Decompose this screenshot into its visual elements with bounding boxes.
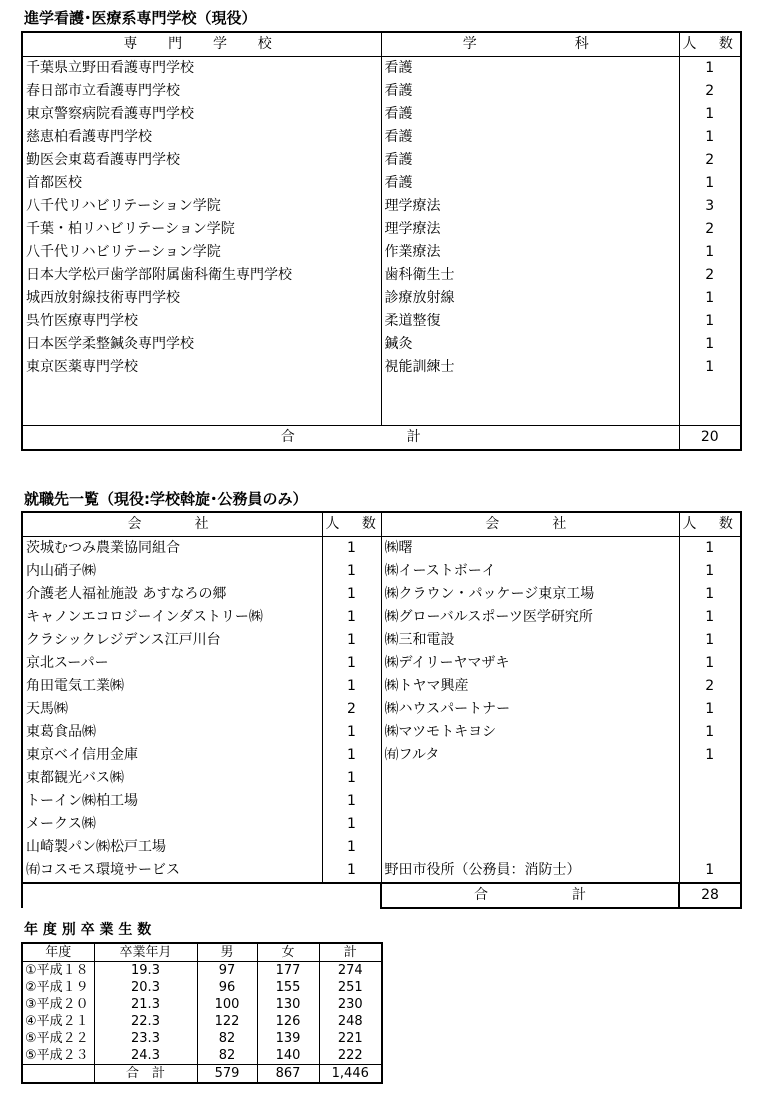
table-row: [22, 402, 741, 426]
department: [381, 402, 679, 426]
department: 看護: [381, 172, 679, 195]
male-count: 100: [197, 996, 257, 1013]
department: 鍼灸: [381, 333, 679, 356]
table-row: [22, 356, 741, 379]
total-male: 579: [197, 1065, 257, 1084]
table-row: [22, 962, 382, 980]
table-row: [22, 606, 741, 629]
total-label: 合 計: [381, 883, 679, 908]
table-row: [22, 1047, 382, 1065]
male-count: 96: [197, 979, 257, 996]
total-count: 20: [679, 426, 741, 451]
table-row: [22, 149, 741, 172]
total-count: 222: [319, 1047, 382, 1065]
header-company-left: 会 社: [22, 512, 322, 537]
company-name: 介護老人福祉施設 あすなろの郷: [22, 583, 322, 606]
table-header-row: [22, 32, 741, 57]
company-name: ㈱マツモトキヨシ: [381, 721, 679, 744]
header-count-right: 人 数: [679, 512, 741, 537]
total-label: 合 計: [22, 426, 679, 451]
total-count: 251: [319, 979, 382, 996]
school-name: 勤医会東葛看護専門学校: [22, 149, 381, 172]
school-name: 春日部市立看護専門学校: [22, 80, 381, 103]
student-count: 1: [679, 333, 741, 356]
table-row: [22, 1030, 382, 1047]
company-count: 1: [679, 652, 741, 675]
department: 看護: [381, 80, 679, 103]
company-name: ㈱デイリーヤマザキ: [381, 652, 679, 675]
student-count: 1: [679, 287, 741, 310]
female-count: 139: [257, 1030, 319, 1047]
table-row: [22, 744, 741, 767]
department: 看護: [381, 126, 679, 149]
table-row: [22, 379, 741, 402]
school-name: 八千代リハビリテーション学院: [22, 241, 381, 264]
student-count: 1: [679, 310, 741, 333]
school-name: 東京警察病院看護専門学校: [22, 103, 381, 126]
company-name: [381, 813, 679, 836]
table-row: [22, 652, 741, 675]
total-count: 248: [319, 1013, 382, 1030]
company-count: 1: [679, 698, 741, 721]
header-school: 専 門 学 校: [22, 32, 381, 57]
company-name: ㈱ハウスパートナー: [381, 698, 679, 721]
female-count: 126: [257, 1013, 319, 1030]
company-name: 山崎製パン㈱松戸工場: [22, 836, 322, 859]
graduation-month: 24.3: [94, 1047, 197, 1065]
company-count: [679, 790, 741, 813]
graduation-month: 22.3: [94, 1013, 197, 1030]
student-count: 2: [679, 149, 741, 172]
company-count: [679, 836, 741, 859]
total-row: [22, 883, 741, 908]
total-all: 1,446: [319, 1065, 382, 1084]
total-female: 867: [257, 1065, 319, 1084]
header-year: 年度: [22, 943, 94, 962]
female-count: 130: [257, 996, 319, 1013]
table-row: [22, 287, 741, 310]
school-name: 千葉・柏リハビリテーション学院: [22, 218, 381, 241]
blank-cell: [22, 883, 381, 908]
company-count: 1: [679, 560, 741, 583]
year: ①平成１８: [22, 962, 94, 980]
company-count: 1: [322, 606, 381, 629]
blank-cell: [22, 1065, 94, 1084]
school-name: [22, 402, 381, 426]
graduation-month: 23.3: [94, 1030, 197, 1047]
male-count: 97: [197, 962, 257, 980]
header-count: 人 数: [679, 32, 741, 57]
graduation-month: 21.3: [94, 996, 197, 1013]
school-name: 日本大学松戸歯学部附属歯科衛生専門学校: [22, 264, 381, 287]
company-name: 東京ベイ信用金庫: [22, 744, 322, 767]
student-count: 2: [679, 218, 741, 241]
company-name: 天馬㈱: [22, 698, 322, 721]
table-row: [22, 996, 382, 1013]
school-name: 呉竹医療専門学校: [22, 310, 381, 333]
employment-table: [21, 511, 742, 909]
year: ③平成２０: [22, 996, 94, 1013]
department: 理学療法: [381, 218, 679, 241]
student-count: 1: [679, 126, 741, 149]
company-name: トーイン㈱柏工場: [22, 790, 322, 813]
header-dept: 学 科: [381, 32, 679, 57]
male-count: 82: [197, 1047, 257, 1065]
year: ②平成１９: [22, 979, 94, 996]
company-count: [679, 767, 741, 790]
table-row: [22, 195, 741, 218]
company-name: ㈲コスモス環境サービス: [22, 859, 322, 883]
company-count: 1: [322, 813, 381, 836]
company-count: 1: [322, 721, 381, 744]
company-name: クラシックレジデンス江戸川台: [22, 629, 322, 652]
department: 看護: [381, 149, 679, 172]
student-count: 1: [679, 356, 741, 379]
school-name: 首都医校: [22, 172, 381, 195]
table-row: [22, 57, 741, 81]
table-row: [22, 859, 741, 883]
table-row: [22, 560, 741, 583]
table-row: [22, 218, 741, 241]
total-count: 221: [319, 1030, 382, 1047]
company-name: ㈱三和電設: [381, 629, 679, 652]
company-name: 東都観光バス㈱: [22, 767, 322, 790]
company-count: 2: [322, 698, 381, 721]
student-count: 1: [679, 172, 741, 195]
total-label: 合 計: [94, 1065, 197, 1084]
company-name: 角田電気工業㈱: [22, 675, 322, 698]
company-count: 1: [322, 652, 381, 675]
table-row: [22, 675, 741, 698]
male-count: 122: [197, 1013, 257, 1030]
company-name: ㈱イーストボーイ: [381, 560, 679, 583]
company-name: キャノンエコロジーインダストリー㈱: [22, 606, 322, 629]
header-total: 計: [319, 943, 382, 962]
school-name: 東京医薬専門学校: [22, 356, 381, 379]
female-count: 155: [257, 979, 319, 996]
table-row: [22, 629, 741, 652]
table-row: [22, 103, 741, 126]
school-name: [22, 379, 381, 402]
department: [381, 379, 679, 402]
company-count: 2: [679, 675, 741, 698]
male-count: 82: [197, 1030, 257, 1047]
table-row: [22, 721, 741, 744]
table-header-row: [22, 943, 382, 962]
company-name: ㈱トヤマ興産: [381, 675, 679, 698]
company-count: 1: [679, 721, 741, 744]
graduation-month: 20.3: [94, 979, 197, 996]
total-row: [22, 1065, 382, 1084]
total-row: [22, 426, 741, 451]
section1-title: 進学看護･医療系専門学校（現役）: [24, 9, 257, 27]
company-name: [381, 767, 679, 790]
company-name: ㈱グローバルスポーツ医学研究所: [381, 606, 679, 629]
student-count: 1: [679, 241, 741, 264]
company-name: ㈱曙: [381, 537, 679, 561]
total-count: 230: [319, 996, 382, 1013]
department: 診療放射線: [381, 287, 679, 310]
vocational-school-table: [21, 31, 742, 451]
company-name: ㈲フルタ: [381, 744, 679, 767]
table-row: [22, 537, 741, 561]
table-row: [22, 241, 741, 264]
table-row: [22, 126, 741, 149]
company-count: 1: [679, 583, 741, 606]
table-row: [22, 583, 741, 606]
header-company-right: 会 社: [381, 512, 679, 537]
section2-title: 就職先一覧（現役:学校斡旋･公務員のみ）: [24, 490, 308, 508]
company-name: 茨城むつみ農業協同組合: [22, 537, 322, 561]
company-name: ㈱クラウン・パッケージ東京工場: [381, 583, 679, 606]
department: 理学療法: [381, 195, 679, 218]
year: ⑤平成２２: [22, 1030, 94, 1047]
graduation-month: 19.3: [94, 962, 197, 980]
section3-title: 年 度 別 卒 業 生 数: [24, 922, 152, 938]
table-row: [22, 836, 741, 859]
female-count: 177: [257, 962, 319, 980]
company-count: 1: [679, 606, 741, 629]
header-female: 女: [257, 943, 319, 962]
company-count: 1: [322, 767, 381, 790]
company-count: 1: [679, 859, 741, 883]
table-row: [22, 979, 382, 996]
company-count: 1: [679, 537, 741, 561]
company-count: 1: [322, 629, 381, 652]
student-count: [679, 402, 741, 426]
company-name: [381, 790, 679, 813]
student-count: 1: [679, 57, 741, 81]
school-name: 城西放射線技術専門学校: [22, 287, 381, 310]
header-graduated: 卒業年月: [94, 943, 197, 962]
student-count: 2: [679, 264, 741, 287]
table-row: [22, 767, 741, 790]
department: 歯科衛生士: [381, 264, 679, 287]
table-row: [22, 310, 741, 333]
table-row: [22, 790, 741, 813]
female-count: 140: [257, 1047, 319, 1065]
total-count: 28: [679, 883, 741, 908]
graduates-by-year-table: [21, 942, 383, 1084]
company-name: [381, 836, 679, 859]
department: 看護: [381, 103, 679, 126]
department: 視能訓練士: [381, 356, 679, 379]
header-count-left: 人 数: [322, 512, 381, 537]
table-row: [22, 1013, 382, 1030]
year: ⑤平成２３: [22, 1047, 94, 1065]
company-name: 野田市役所（公務員：消防士）: [381, 859, 679, 883]
year: ④平成２１: [22, 1013, 94, 1030]
company-name: 内山硝子㈱: [22, 560, 322, 583]
table-row: [22, 80, 741, 103]
student-count: 1: [679, 103, 741, 126]
company-name: 京北スーパー: [22, 652, 322, 675]
company-count: [679, 813, 741, 836]
student-count: [679, 379, 741, 402]
table-row: [22, 264, 741, 287]
table-header-row: [22, 512, 741, 537]
school-name: 日本医学柔整鍼灸専門学校: [22, 333, 381, 356]
company-count: 1: [679, 744, 741, 767]
student-count: 3: [679, 195, 741, 218]
total-count: 274: [319, 962, 382, 980]
company-count: 1: [322, 560, 381, 583]
company-count: 1: [679, 629, 741, 652]
table-row: [22, 698, 741, 721]
table-row: [22, 172, 741, 195]
department: 作業療法: [381, 241, 679, 264]
company-count: 1: [322, 836, 381, 859]
company-count: 1: [322, 859, 381, 883]
table-row: [22, 333, 741, 356]
department: 看護: [381, 57, 679, 81]
department: 柔道整復: [381, 310, 679, 333]
company-count: 1: [322, 537, 381, 561]
school-name: 八千代リハビリテーション学院: [22, 195, 381, 218]
company-count: 1: [322, 583, 381, 606]
company-count: 1: [322, 675, 381, 698]
company-count: 1: [322, 744, 381, 767]
company-count: 1: [322, 790, 381, 813]
header-male: 男: [197, 943, 257, 962]
school-name: 慈恵柏看護専門学校: [22, 126, 381, 149]
company-name: メークス㈱: [22, 813, 322, 836]
company-name: 東葛食品㈱: [22, 721, 322, 744]
table-row: [22, 813, 741, 836]
school-name: 千葉県立野田看護専門学校: [22, 57, 381, 81]
student-count: 2: [679, 80, 741, 103]
